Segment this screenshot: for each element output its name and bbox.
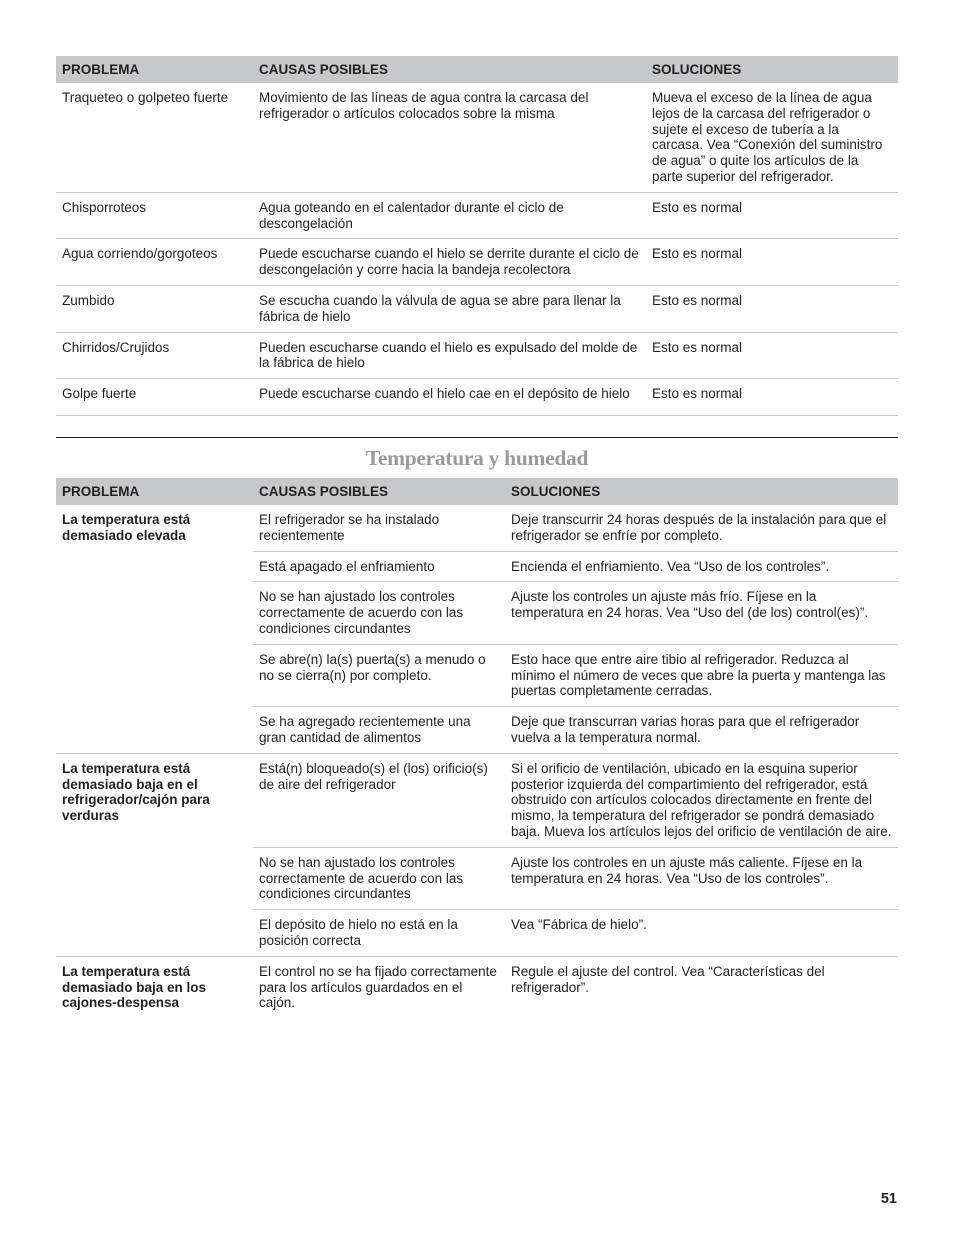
solution-cell: Mueva el exceso de la línea de agua lejos de la carcasa del refrigerador o sujete el exceso de tubería a la carcasa. Vea “Conexión del suministro de agua” o quite los artículos de la parte superior del refrigerador. — [646, 83, 898, 192]
solution-cell: Encienda el enfriamiento. Vea “Uso de los controles”. — [505, 551, 898, 582]
problem-cell: Chirridos/Crujidos — [56, 332, 253, 379]
solution-cell: Ajuste los controles en un ajuste más caliente. Fíjese en la temperatura en 24 horas. Vea “Uso de los controles”. — [505, 847, 898, 909]
cause-cell: Está apagado el enfriamiento — [253, 551, 505, 582]
column-header-causas: CAUSAS POSIBLES — [253, 56, 646, 83]
cause-cell: Pueden escucharse cuando el hielo es expulsado del molde de la fábrica de hielo — [253, 332, 646, 379]
cause-cell: El control no se ha fijado correctamente para los artículos guardados en el cajón. — [259, 963, 497, 1011]
column-header-problema: PROBLEMA — [56, 478, 253, 505]
table-row — [56, 83, 898, 192]
solution-cell: Esto es normal — [646, 379, 898, 416]
noise-troubleshooting-table — [56, 56, 898, 416]
problem-cell: Chisporroteos — [56, 192, 253, 239]
problem-cell: La temperatura está demasiado baja en los cajones-despensa — [62, 963, 207, 1011]
table-row — [56, 753, 898, 847]
cause-cell: Agua goteando en el calentador durante el ciclo de descongelación — [253, 192, 646, 239]
cause-cell: Se ha agregado recientemente una gran cantidad de alimentos — [253, 707, 505, 754]
table-header-row — [56, 478, 898, 505]
solution-cell: Deje transcurrir 24 horas después de la instalación para que el refrigerador se enfríe por completo. — [505, 505, 898, 551]
column-header-problema: PROBLEMA — [56, 56, 253, 83]
solution-cell: Ajuste los controles un ajuste más frío. Fíjese en la temperatura en 24 horas. Vea “Uso del (de los) control(es)”. — [505, 582, 898, 644]
solution-cell: Esto es normal — [646, 332, 898, 379]
column-header-causas: CAUSAS POSIBLES — [253, 478, 505, 505]
table-header-row — [56, 56, 898, 83]
table-row — [56, 956, 898, 1018]
cause-cell: Puede escucharse cuando el hielo se derrite durante el ciclo de descongelación y corre hacia la bandeja recolectora — [253, 239, 646, 286]
problem-cell: Zumbido — [56, 285, 253, 332]
page-number: 51 — [880, 1191, 897, 1207]
solution-cell: Esto es normal — [646, 285, 898, 332]
table-row — [56, 192, 898, 239]
problem-cell: La temperatura está demasiado baja en el refrigerador/cajón para verduras — [56, 753, 253, 956]
solution-cell: Regule el ajuste del control. Vea “Características del refrigerador”. — [511, 963, 825, 995]
section-divider — [56, 437, 898, 438]
cause-cell: El depósito de hielo no está en la posición correcta — [253, 910, 505, 957]
column-header-soluciones: SOLUCIONES — [646, 56, 898, 83]
cause-cell: No se han ajustado los controles correctamente de acuerdo con las condiciones circundantes — [253, 847, 505, 909]
solution-cell: Deje que transcurran varias horas para que el refrigerador vuelva a la temperatura normal. — [505, 707, 898, 754]
cause-cell: Se abre(n) la(s) puerta(s) a menudo o no se cierra(n) por completo. — [253, 644, 505, 706]
problem-cell: Golpe fuerte — [56, 379, 253, 416]
cause-cell: Movimiento de las líneas de agua contra la carcasa del refrigerador o artículos colocados sobre la misma — [253, 83, 646, 192]
cause-cell: Está(n) bloqueado(s) el (los) orificio(s) de aire del refrigerador — [253, 753, 505, 847]
table-row — [56, 332, 898, 379]
solution-cell: Vea “Fábrica de hielo”. — [505, 910, 898, 957]
column-header-soluciones: SOLUCIONES — [505, 478, 898, 505]
cause-cell: No se han ajustado los controles correctamente de acuerdo con las condiciones circundantes — [253, 582, 505, 644]
cause-cell: El refrigerador se ha instalado recientemente — [253, 505, 505, 551]
section-title: Temperatura y humedad — [365, 446, 589, 470]
problem-cell: Traqueteo o golpeteo fuerte — [56, 83, 253, 192]
solution-cell: Esto hace que entre aire tibio al refrigerador. Reduzca al mínimo el número de veces que abre la puerta y mantenga las puertas completamente cerradas. — [505, 644, 898, 706]
solution-cell: Esto es normal — [646, 192, 898, 239]
table-row — [56, 379, 898, 416]
table-row — [56, 285, 898, 332]
solution-cell: Esto es normal — [646, 239, 898, 286]
cause-cell: Puede escucharse cuando el hielo cae en el depósito de hielo — [253, 379, 646, 416]
solution-cell: Si el orificio de ventilación, ubicado en la esquina superior posterior izquierda del compartimiento del refrigerador, está obstruido con artículos colocados directamente en frente del mismo, la temperatura del refrigerador se pondrá demasiado baja. Mueva los artículos lejos del orificio de ventilación de aire. — [505, 753, 898, 847]
table-row — [56, 505, 898, 551]
cause-cell: Se escucha cuando la válvula de agua se abre para llenar la fábrica de hielo — [253, 285, 646, 332]
problem-cell: Agua corriendo/gorgoteos — [56, 239, 253, 286]
table-row — [56, 239, 898, 286]
temperature-troubleshooting-table — [56, 478, 898, 1018]
problem-cell: La temperatura está demasiado elevada — [56, 505, 253, 753]
